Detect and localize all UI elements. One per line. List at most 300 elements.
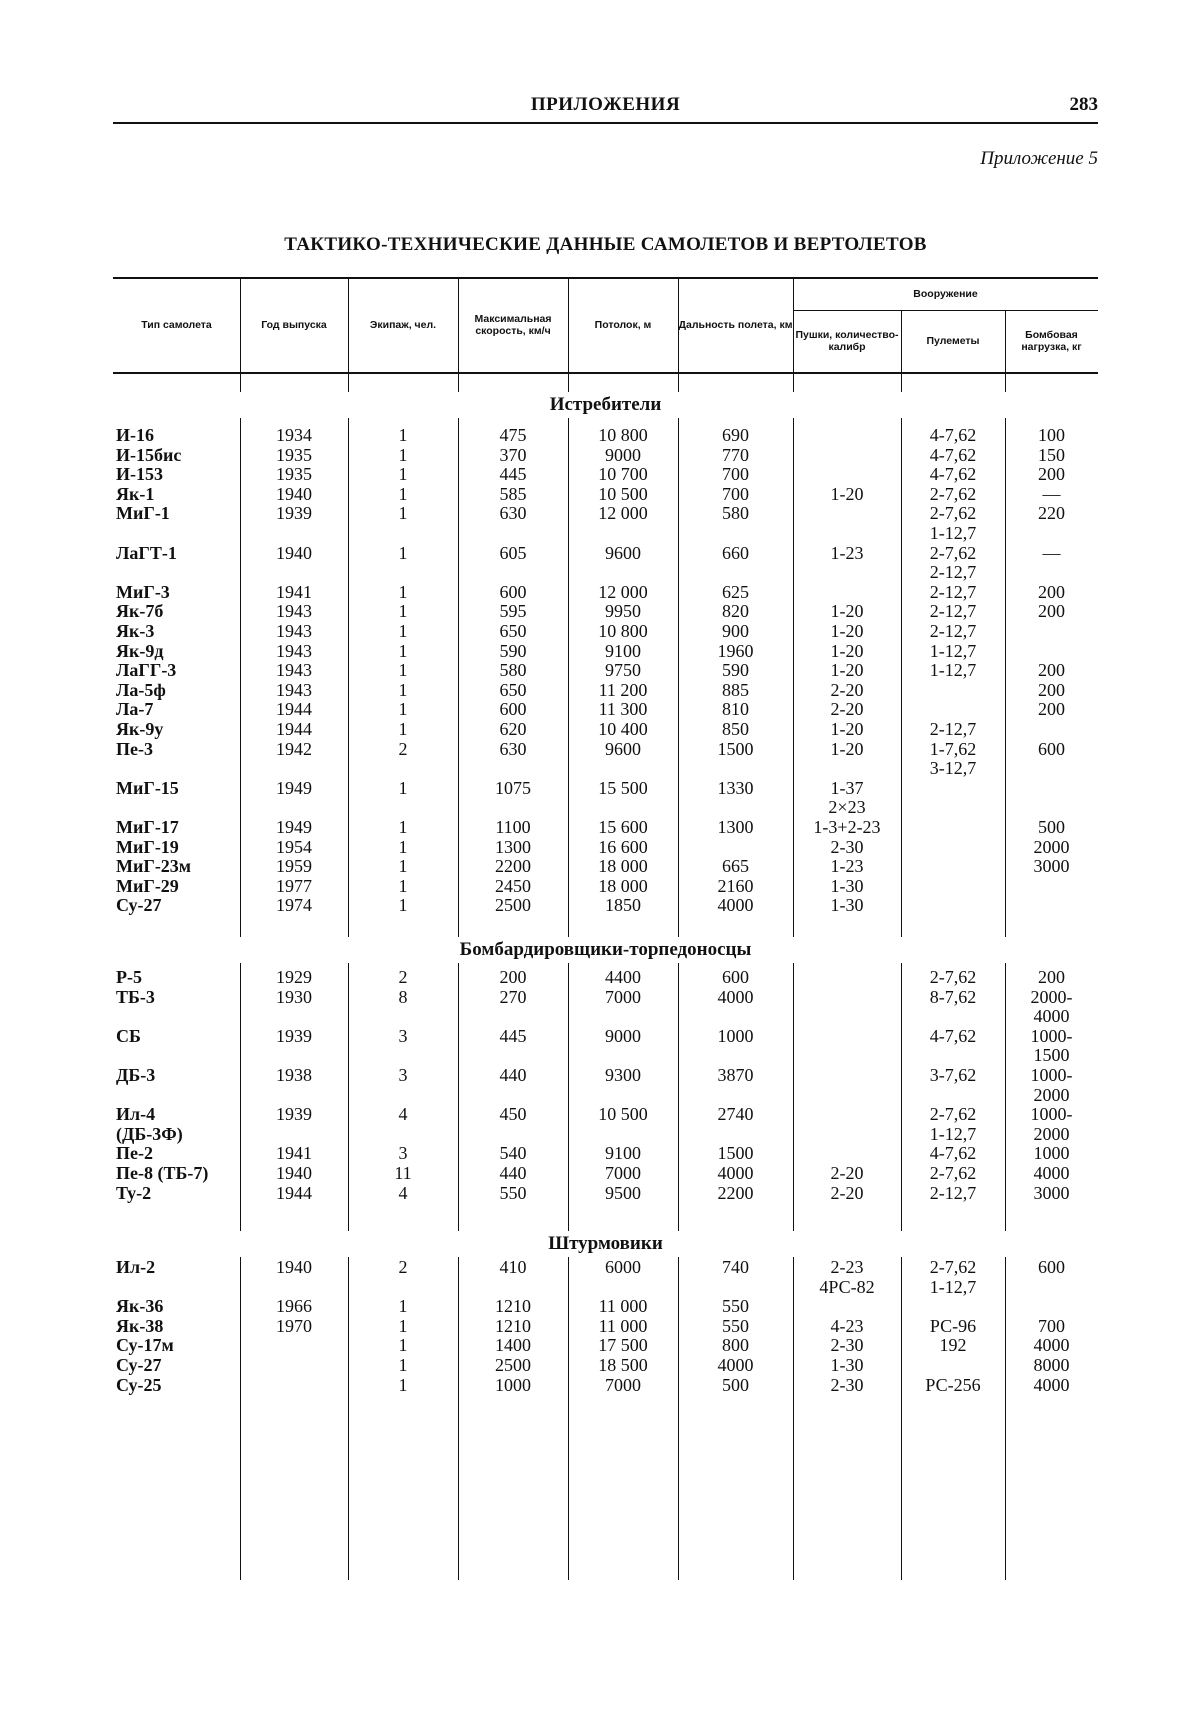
cell-bombs: 200	[1038, 601, 1065, 622]
cell-ceiling: 9100	[605, 640, 641, 661]
cell-year: 1939	[276, 503, 312, 524]
cell-type: И-15бис	[116, 444, 182, 465]
cell-speed: 590	[499, 640, 527, 661]
cell-range: 550	[722, 1296, 749, 1317]
cell-speed: 1400	[495, 1335, 531, 1356]
cell-type: Як-3	[116, 621, 155, 641]
cell-range: 665	[722, 856, 749, 877]
cell-ceiling: 17 500	[598, 1335, 648, 1356]
table-row	[113, 967, 1098, 988]
cell-bombs: 1000-	[1030, 1025, 1073, 1046]
cell-bombs: 1000-	[1030, 1104, 1073, 1125]
cell-mg: 2-7,62	[929, 1163, 977, 1183]
cell-speed: 630	[499, 503, 527, 524]
cell-type: Ту-2	[116, 1182, 152, 1203]
cell-bombs: 4000	[1033, 1335, 1070, 1356]
cell-crew: 1	[398, 444, 408, 465]
cell-range: 1300	[717, 817, 754, 837]
table-row	[113, 1257, 1098, 1278]
cell-bombs: 8000	[1033, 1355, 1070, 1375]
cell-speed: 600	[499, 581, 527, 602]
cell-guns: 2-20	[830, 699, 864, 720]
cell-mg: 2-7,62	[929, 1104, 977, 1125]
cell-bombs: 220	[1038, 503, 1065, 524]
cell-ceiling: 18 500	[598, 1355, 648, 1375]
cell-guns: 1-20	[830, 621, 864, 641]
cell-range: 4000	[717, 1355, 754, 1375]
cell-guns: 4РС-82	[819, 1276, 875, 1297]
table-row	[113, 680, 1098, 701]
cell-ceiling: 7000	[605, 1374, 641, 1395]
cell-speed: 585	[499, 483, 527, 504]
cell-crew: 1	[398, 1355, 408, 1375]
cell-range: 600	[722, 967, 749, 987]
cell-ceiling: 9600	[605, 738, 641, 759]
cell-year: 1940	[276, 542, 312, 563]
cell-ceiling: 15 500	[598, 777, 648, 798]
cell-type: Як-36	[116, 1296, 164, 1317]
cell-year: 1943	[276, 621, 312, 641]
cell-year: 1940	[276, 1257, 312, 1277]
cell-bombs: —	[1042, 483, 1061, 504]
cell-bombs: 4000	[1033, 1374, 1070, 1395]
cell-bombs: 600	[1038, 1257, 1065, 1277]
cell-year: 1939	[276, 1025, 312, 1046]
table-row	[113, 1124, 1098, 1145]
cell-speed: 600	[499, 699, 527, 720]
cell-bombs: 700	[1038, 1315, 1065, 1336]
table-row	[113, 1183, 1098, 1204]
cell-crew: 1	[398, 1296, 408, 1317]
cell-type: МиГ-19	[116, 836, 179, 857]
cell-year: 1954	[276, 836, 312, 857]
cell-type: Су-27	[116, 1355, 162, 1375]
table-row	[113, 1335, 1098, 1356]
cell-guns: 1-20	[830, 719, 864, 739]
cell-type: ТБ-3	[116, 986, 155, 1007]
cell-crew: 1	[398, 856, 408, 877]
cell-range: 500	[722, 1374, 749, 1395]
table-row	[113, 1065, 1098, 1086]
cell-speed: 2200	[495, 856, 531, 877]
cell-speed: 1210	[495, 1296, 531, 1317]
table-row	[113, 1085, 1098, 1106]
cell-type: ЛаГТ-1	[116, 542, 177, 563]
cell-year: 1944	[276, 1182, 312, 1203]
cell-type: И-16	[116, 425, 154, 445]
cell-bombs: 200	[1038, 699, 1065, 720]
table-row	[113, 1163, 1098, 1184]
cell-bombs: 200	[1038, 581, 1065, 602]
cell-type: (ДБ-3Ф)	[116, 1123, 183, 1144]
cell-guns: 1-20	[830, 483, 864, 504]
cell-crew: 4	[398, 1182, 408, 1203]
cell-type: Су-17м	[116, 1335, 174, 1356]
cell-year: 1943	[276, 640, 312, 661]
cell-year: 1934	[276, 425, 312, 445]
cell-mg: 2-12,7	[929, 621, 977, 641]
cell-guns: 2-30	[830, 836, 864, 857]
cell-guns: 2-20	[830, 1163, 864, 1183]
cell-mg: 192	[939, 1335, 967, 1356]
cell-range: 590	[722, 660, 749, 681]
cell-type: МиГ-17	[116, 817, 179, 837]
cell-crew: 1	[398, 1374, 408, 1395]
cell-type: ЛаГГ-3	[116, 660, 177, 681]
cell-ceiling: 10 400	[598, 719, 648, 739]
cell-crew: 1	[398, 1315, 408, 1336]
cell-type: Пе-8 (ТБ-7)	[116, 1163, 209, 1183]
cell-guns: 1-20	[830, 660, 864, 681]
cell-type: И-153	[116, 464, 163, 485]
cell-speed: 440	[499, 1065, 527, 1085]
cell-mg: 4-7,62	[929, 1025, 977, 1046]
cell-crew: 1	[398, 719, 408, 739]
cell-guns: 1-30	[830, 1355, 864, 1375]
cell-year: 1940	[276, 1163, 312, 1183]
cell-type: МиГ-1	[116, 503, 170, 524]
running-head	[113, 92, 1098, 124]
cell-ceiling: 9000	[605, 444, 641, 465]
cell-ceiling: 11 000	[598, 1315, 648, 1336]
cell-range: 1500	[717, 1143, 754, 1164]
table-row	[113, 1143, 1098, 1164]
cell-range: 700	[722, 464, 749, 485]
cell-guns: 2-23	[830, 1257, 864, 1277]
cell-crew: 1	[398, 895, 408, 916]
table-row	[113, 817, 1098, 838]
cell-range: 1000	[717, 1025, 754, 1046]
cell-range: 2200	[717, 1182, 754, 1203]
table-row	[113, 837, 1098, 858]
cell-bombs: 200	[1038, 679, 1065, 700]
cell-type: МиГ-3	[116, 581, 170, 602]
cell-bombs: 200	[1038, 660, 1065, 681]
cell-guns: 1-23	[830, 542, 864, 563]
table-title: ТАКТИКО-ТЕХНИЧЕСКИЕ ДАННЫЕ САМОЛЕТОВ И ВЕРТОЛЕТОВ	[284, 234, 927, 255]
cell-crew: 11	[394, 1163, 412, 1183]
cell-mg: 4-7,62	[929, 444, 977, 465]
cell-crew: 1	[398, 817, 408, 837]
cell-range: 740	[722, 1257, 749, 1277]
cell-guns: 4-23	[830, 1315, 864, 1336]
cell-speed: 1300	[495, 836, 531, 857]
cell-bombs: 2000-	[1030, 986, 1073, 1007]
cell-year: 1949	[276, 817, 312, 837]
cell-ceiling: 9300	[605, 1065, 641, 1085]
cell-mg: 1-12,7	[929, 523, 977, 543]
col-header-bombs: Бомбовая нагрузка, кг	[1021, 329, 1082, 353]
cell-ceiling: 9000	[605, 1025, 641, 1046]
cell-range: 4000	[717, 895, 754, 916]
cell-mg: 1-12,7	[929, 640, 977, 661]
table-row	[113, 562, 1098, 583]
cell-guns: 2-20	[830, 1182, 864, 1203]
cell-type: Як-9д	[116, 640, 164, 661]
table-row	[113, 1296, 1098, 1317]
cell-ceiling: 12 000	[598, 581, 648, 602]
cell-type: Як-7б	[116, 601, 164, 622]
cell-type: Як-1	[116, 483, 155, 504]
cell-speed: 410	[499, 1257, 527, 1277]
cell-mg: 2-7,62	[929, 542, 977, 563]
cell-speed: 540	[499, 1143, 527, 1164]
section-title: Штурмовики	[113, 1231, 1098, 1257]
table-row	[113, 1026, 1098, 1047]
cell-bombs: 150	[1038, 444, 1065, 465]
cell-year: 1944	[276, 699, 312, 720]
cell-speed: 605	[499, 542, 527, 563]
table-row	[113, 876, 1098, 897]
cell-mg: 2-12,7	[929, 562, 977, 583]
cell-range: 700	[722, 483, 749, 504]
cell-crew: 1	[398, 660, 408, 681]
table-row	[113, 503, 1098, 524]
cell-year: 1939	[276, 1104, 312, 1125]
cell-ceiling: 11 000	[598, 1296, 648, 1317]
table-row	[113, 699, 1098, 720]
cell-crew: 1	[398, 601, 408, 622]
cell-ceiling: 10 800	[598, 425, 648, 445]
cell-guns: 1-20	[830, 640, 864, 661]
cell-ceiling: 16 600	[598, 836, 648, 857]
cell-year: 1943	[276, 660, 312, 681]
table-row	[113, 1375, 1098, 1396]
cell-range: 580	[722, 503, 749, 524]
cell-mg: 4-7,62	[929, 425, 977, 445]
cell-year: 1970	[276, 1315, 312, 1336]
cell-mg: 2-7,62	[929, 503, 977, 524]
cell-guns: 1-20	[830, 601, 864, 622]
cell-crew: 1	[398, 483, 408, 504]
cell-crew: 1	[398, 1335, 408, 1356]
table-row	[113, 1045, 1098, 1066]
cell-speed: 1210	[495, 1315, 531, 1336]
cell-speed: 630	[499, 738, 527, 759]
cell-ceiling: 18 000	[598, 856, 648, 877]
cell-mg: 1-12,7	[929, 1276, 977, 1297]
cell-range: 4000	[717, 986, 754, 1007]
cell-ceiling: 11 300	[598, 699, 648, 720]
cell-speed: 445	[499, 1025, 527, 1046]
cell-type: Су-27	[116, 895, 162, 916]
cell-bombs: 200	[1038, 967, 1065, 987]
table-row	[113, 856, 1098, 877]
cell-range: 1960	[717, 640, 754, 661]
cell-mg: РС-96	[929, 1315, 977, 1336]
cell-bombs: 200	[1038, 464, 1065, 485]
table-row	[113, 797, 1098, 818]
cell-guns: 1-20	[830, 738, 864, 759]
cell-year: 1974	[276, 895, 312, 916]
cell-speed: 650	[499, 679, 527, 700]
cell-mg: 2-12,7	[929, 1182, 977, 1203]
cell-ceiling: 18 000	[598, 875, 648, 896]
cell-year: 1935	[276, 464, 312, 485]
cell-type: МиГ-29	[116, 875, 179, 896]
table-row	[113, 523, 1098, 544]
cell-mg: 2-7,62	[929, 483, 977, 504]
cell-range: 1500	[717, 738, 754, 759]
cell-bombs: —	[1042, 542, 1061, 563]
table-row	[113, 739, 1098, 760]
cell-speed: 440	[499, 1163, 527, 1183]
cell-bombs: 1000-	[1030, 1065, 1073, 1085]
cell-guns: 2-20	[830, 679, 864, 700]
cell-crew: 1	[398, 464, 408, 485]
cell-range: 2740	[717, 1104, 754, 1125]
cell-ceiling: 10 800	[598, 621, 648, 641]
cell-crew: 2	[398, 1257, 408, 1277]
cell-ceiling: 1850	[605, 895, 641, 916]
col-header-range: Дальность полета, км	[678, 318, 793, 331]
cell-range: 550	[722, 1315, 749, 1336]
table-row	[113, 1355, 1098, 1376]
table-row	[113, 1104, 1098, 1125]
cell-ceiling: 6000	[605, 1257, 641, 1277]
table-row	[113, 1277, 1098, 1298]
cell-mg: 2-12,7	[929, 601, 977, 622]
cell-mg: 1-12,7	[929, 660, 977, 681]
cell-range: 800	[722, 1335, 749, 1356]
table-row	[113, 582, 1098, 603]
cell-range: 850	[722, 719, 749, 739]
cell-crew: 1	[398, 875, 408, 896]
table-row	[113, 719, 1098, 740]
table-row	[113, 601, 1098, 622]
cell-bombs: 2000	[1033, 1084, 1070, 1105]
cell-speed: 2500	[495, 895, 531, 916]
cell-type: Ла-7	[116, 699, 154, 720]
cell-crew: 1	[398, 777, 408, 798]
cell-speed: 1100	[495, 817, 531, 837]
cell-crew: 1	[398, 503, 408, 524]
cell-bombs: 100	[1038, 425, 1065, 445]
cell-crew: 1	[398, 621, 408, 641]
cell-range: 3870	[717, 1065, 754, 1085]
table-row	[113, 621, 1098, 642]
cell-type: СБ	[116, 1025, 141, 1046]
cell-year: 1942	[276, 738, 312, 759]
cell-type: Пе-3	[116, 738, 153, 759]
col-header-year: Год выпуска	[261, 318, 327, 331]
cell-crew: 1	[398, 425, 408, 445]
cell-year: 1959	[276, 856, 312, 877]
cell-bombs: 3000	[1033, 856, 1070, 877]
cell-mg: 8-7,62	[929, 986, 977, 1007]
cell-speed: 1075	[495, 777, 531, 798]
table-row	[113, 1316, 1098, 1337]
cell-ceiling: 10 700	[598, 464, 648, 485]
cell-bombs: 4000	[1033, 1163, 1070, 1183]
cell-range: 770	[722, 444, 749, 465]
cell-ceiling: 9750	[605, 660, 641, 681]
cell-ceiling: 10 500	[598, 483, 648, 504]
table-row	[113, 425, 1098, 446]
cell-mg: 2-12,7	[929, 719, 977, 739]
cell-range: 4000	[717, 1163, 754, 1183]
cell-year: 1943	[276, 679, 312, 700]
cell-speed: 200	[499, 967, 527, 987]
cell-mg: 4-7,62	[929, 464, 977, 485]
cell-guns: 1-23	[830, 856, 864, 877]
cell-range: 900	[722, 621, 749, 641]
cell-type: Як-38	[116, 1315, 164, 1336]
cell-year: 1938	[276, 1065, 312, 1085]
col-header-crew: Экипаж, чел.	[369, 318, 437, 331]
cell-year: 1941	[276, 1143, 312, 1164]
running-title: ПРИЛОЖЕНИЯ	[530, 94, 681, 115]
cell-guns: 1-37	[830, 777, 864, 798]
cell-crew: 1	[398, 542, 408, 563]
cell-ceiling: 9100	[605, 1143, 641, 1164]
table-row	[113, 778, 1098, 799]
table-row	[113, 895, 1098, 916]
cell-speed: 1000	[495, 1374, 531, 1395]
cell-year: 1935	[276, 444, 312, 465]
cell-ceiling: 12 000	[598, 503, 648, 524]
col-header-guns: Пушки, количество-калибр	[795, 329, 899, 353]
cell-range: 1330	[717, 777, 754, 798]
cell-mg: 1-7,62	[929, 738, 977, 759]
cell-range: 810	[722, 699, 749, 720]
cell-range: 2160	[717, 875, 754, 896]
cell-speed: 450	[499, 1104, 527, 1125]
cell-year: 1977	[276, 875, 312, 896]
cell-type: МиГ-15	[116, 777, 179, 798]
section-title: Истребители	[113, 392, 1098, 418]
cell-mg: 3-12,7	[929, 758, 977, 779]
cell-type: Ла-5ф	[116, 679, 166, 700]
cell-ceiling: 4400	[605, 967, 641, 987]
cell-crew: 4	[398, 1104, 408, 1125]
cell-type: Як-9у	[116, 719, 164, 739]
cell-ceiling: 10 500	[598, 1104, 648, 1125]
cell-speed: 445	[499, 464, 527, 485]
table-row	[113, 758, 1098, 779]
col-header-ceiling: Потолок, м	[594, 318, 652, 331]
cell-type: Ил-4	[116, 1104, 156, 1125]
cell-speed: 650	[499, 621, 527, 641]
cell-guns: 2×23	[828, 797, 866, 818]
cell-speed: 580	[499, 660, 527, 681]
table-row	[113, 445, 1098, 466]
cell-year: 1930	[276, 986, 312, 1007]
cell-guns: 1-30	[830, 875, 864, 896]
table-row	[113, 464, 1098, 485]
table-row	[113, 987, 1098, 1008]
cell-guns: 2-30	[830, 1335, 864, 1356]
cell-year: 1966	[276, 1296, 312, 1317]
cell-guns: 1-3+2-23	[813, 817, 881, 837]
table-row	[113, 484, 1098, 505]
cell-speed: 550	[499, 1182, 527, 1203]
appendix-label: Приложение 5	[980, 148, 1098, 169]
cell-ceiling: 7000	[605, 986, 641, 1007]
cell-range: 660	[722, 542, 749, 563]
cell-mg: РС-256	[925, 1374, 981, 1395]
cell-crew: 1	[398, 836, 408, 857]
col-header-armament: Вооружение	[913, 287, 978, 300]
header-bottom-rule	[113, 372, 1098, 374]
cell-type: МиГ-23м	[116, 856, 192, 877]
table-row	[113, 543, 1098, 564]
cell-type: Су-25	[116, 1374, 162, 1395]
cell-range: 885	[722, 679, 749, 700]
cell-bombs: 1500	[1033, 1045, 1070, 1066]
cell-range: 690	[722, 425, 749, 445]
cell-ceiling: 7000	[605, 1163, 641, 1183]
